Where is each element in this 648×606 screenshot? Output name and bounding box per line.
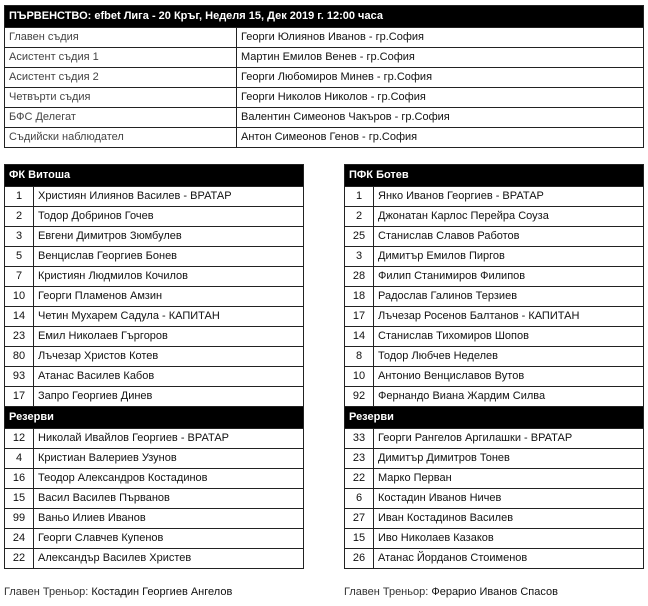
official-row <box>5 128 644 148</box>
reserve-row <box>345 529 644 549</box>
player-number: 15 <box>345 529 374 549</box>
player-row <box>5 187 304 207</box>
player-number: 16 <box>5 469 34 489</box>
away-coach <box>344 586 558 598</box>
player-number: 4 <box>5 449 34 469</box>
officials-table <box>4 5 644 148</box>
official-name: Валентин Симеонов Чакъров - гр.София <box>237 108 644 128</box>
player-name: Георги Рангелов Аргилашки - ВРАТАР <box>374 429 644 449</box>
home-coach-label: Главен Треньор: <box>4 586 89 598</box>
player-name: Димитър Емилов Пиргов <box>374 247 644 267</box>
player-name: Иво Николаев Казаков <box>374 529 644 549</box>
player-row <box>345 367 644 387</box>
player-number: 99 <box>5 509 34 529</box>
official-row <box>5 48 644 68</box>
reserve-row <box>5 529 304 549</box>
official-name: Антон Симеонов Генов - гр.София <box>237 128 644 148</box>
reserve-row <box>5 449 304 469</box>
player-row <box>345 287 644 307</box>
player-row <box>345 207 644 227</box>
reserve-row <box>345 489 644 509</box>
official-role: Асистент съдия 2 <box>5 68 237 88</box>
player-row <box>5 287 304 307</box>
home-lineup-table <box>4 164 304 569</box>
player-name: Янко Иванов Георгиев - ВРАТАР <box>374 187 644 207</box>
player-number: 28 <box>345 267 374 287</box>
home-team-name: ФК Витоша <box>5 165 304 187</box>
player-name: Костадин Иванов Ничев <box>374 489 644 509</box>
player-row <box>345 227 644 247</box>
player-name: Иван Костадинов Василев <box>374 509 644 529</box>
reserve-row <box>5 509 304 529</box>
player-number: 1 <box>345 187 374 207</box>
reserve-row <box>345 549 644 569</box>
player-name: Християн Илиянов Василев - ВРАТАР <box>34 187 304 207</box>
player-number: 23 <box>5 327 34 347</box>
player-number: 17 <box>345 307 374 327</box>
match-header-row <box>5 6 644 28</box>
player-number: 10 <box>5 287 34 307</box>
official-row <box>5 28 644 48</box>
player-name: Атанас Василев Кабов <box>34 367 304 387</box>
player-name: Атанас Йорданов Стоименов <box>374 549 644 569</box>
player-name: Димитър Димитров Тонев <box>374 449 644 469</box>
player-number: 25 <box>345 227 374 247</box>
player-name: Тодор Добринов Гочев <box>34 207 304 227</box>
reserves-label: Резерви <box>5 407 304 429</box>
player-row <box>5 267 304 287</box>
official-row <box>5 88 644 108</box>
player-name: Станислав Славов Работов <box>374 227 644 247</box>
official-row <box>5 108 644 128</box>
away-team-name: ПФК Ботев <box>345 165 644 187</box>
official-role: БФС Делегат <box>5 108 237 128</box>
player-row <box>5 227 304 247</box>
player-name: Кристиан Валериев Узунов <box>34 449 304 469</box>
player-name: Александър Василев Христев <box>34 549 304 569</box>
player-row <box>5 387 304 407</box>
reserve-row <box>345 509 644 529</box>
official-role: Съдийски наблюдател <box>5 128 237 148</box>
official-name: Георги Николов Николов - гр.София <box>237 88 644 108</box>
reserve-row <box>345 469 644 489</box>
player-row <box>345 187 644 207</box>
reserve-row <box>345 429 644 449</box>
official-row <box>5 68 644 88</box>
player-number: 5 <box>5 247 34 267</box>
reserve-row <box>5 549 304 569</box>
player-name: Фернандо Виана Жардим Силва <box>374 387 644 407</box>
player-number: 2 <box>345 207 374 227</box>
player-number: 3 <box>5 227 34 247</box>
player-number: 12 <box>5 429 34 449</box>
reserve-row <box>5 429 304 449</box>
player-number: 15 <box>5 489 34 509</box>
away-lineup-table <box>344 164 644 569</box>
player-name: Венцислав Георгиев Бонев <box>34 247 304 267</box>
player-name: Лъчезар Христов Котев <box>34 347 304 367</box>
player-name: Георги Пламенов Амзин <box>34 287 304 307</box>
official-name: Мартин Емилов Венев - гр.София <box>237 48 644 68</box>
player-row <box>345 307 644 327</box>
player-name: Кристиян Людмилов Кочилов <box>34 267 304 287</box>
player-row <box>345 247 644 267</box>
player-number: 6 <box>345 489 374 509</box>
player-name: Четин Мухарем Садула - КАПИТАН <box>34 307 304 327</box>
player-name: Филип Станимиров Филипов <box>374 267 644 287</box>
official-name: Георги Любомиров Минев - гр.София <box>237 68 644 88</box>
player-number: 33 <box>345 429 374 449</box>
player-name: Николай Ивайлов Георгиев - ВРАТАР <box>34 429 304 449</box>
away-reserves-header <box>345 407 644 429</box>
player-number: 80 <box>5 347 34 367</box>
player-row <box>345 267 644 287</box>
player-row <box>5 367 304 387</box>
player-row <box>5 327 304 347</box>
player-row <box>5 207 304 227</box>
player-number: 7 <box>5 267 34 287</box>
player-number: 1 <box>5 187 34 207</box>
player-name: Лъчезар Росенов Балтанов - КАПИТАН <box>374 307 644 327</box>
player-row <box>345 347 644 367</box>
player-name: Марко Перван <box>374 469 644 489</box>
player-name: Васил Василев Първанов <box>34 489 304 509</box>
player-number: 3 <box>345 247 374 267</box>
player-name: Радослав Галинов Терзиев <box>374 287 644 307</box>
player-row <box>5 247 304 267</box>
player-number: 14 <box>345 327 374 347</box>
player-row <box>345 387 644 407</box>
player-number: 22 <box>5 549 34 569</box>
reserves-label: Резерви <box>345 407 644 429</box>
match-title: ПЪРВЕНСТВО: efbet Лига - 20 Кръг, Неделя 15, Дек 2019 г. 12:00 часа <box>5 6 644 28</box>
player-number: 24 <box>5 529 34 549</box>
away-coach-name: Ферарио Иванов Спасов <box>431 586 558 598</box>
player-number: 92 <box>345 387 374 407</box>
official-role: Четвърти съдия <box>5 88 237 108</box>
player-number: 93 <box>5 367 34 387</box>
player-name: Евгени Димитров Зюмбулев <box>34 227 304 247</box>
player-number: 2 <box>5 207 34 227</box>
player-number: 17 <box>5 387 34 407</box>
player-number: 27 <box>345 509 374 529</box>
official-role: Асистент съдия 1 <box>5 48 237 68</box>
player-number: 18 <box>345 287 374 307</box>
away-coach-label: Главен Треньор: <box>344 586 429 598</box>
away-team-header <box>345 165 644 187</box>
reserve-row <box>5 469 304 489</box>
player-number: 26 <box>345 549 374 569</box>
player-name: Георги Славчев Купенов <box>34 529 304 549</box>
player-number: 14 <box>5 307 34 327</box>
player-name: Емил Николаев Гъргоров <box>34 327 304 347</box>
player-number: 22 <box>345 469 374 489</box>
player-name: Ваньо Илиев Иванов <box>34 509 304 529</box>
reserve-row <box>345 449 644 469</box>
player-number: 10 <box>345 367 374 387</box>
player-name: Запро Георгиев Динев <box>34 387 304 407</box>
home-coach <box>4 586 232 598</box>
player-row <box>5 347 304 367</box>
home-reserves-header <box>5 407 304 429</box>
home-team-header <box>5 165 304 187</box>
player-name: Тодор Любчев Неделев <box>374 347 644 367</box>
player-name: Теодор Александров Костадинов <box>34 469 304 489</box>
player-number: 23 <box>345 449 374 469</box>
reserve-row <box>5 489 304 509</box>
home-coach-name: Костадин Георгиев Ангелов <box>91 586 233 598</box>
player-name: Антонио Венциславов Вутов <box>374 367 644 387</box>
official-role: Главен съдия <box>5 28 237 48</box>
player-number: 8 <box>345 347 374 367</box>
player-row <box>5 307 304 327</box>
official-name: Георги Юлиянов Иванов - гр.София <box>237 28 644 48</box>
player-name: Станислав Тихомиров Шопов <box>374 327 644 347</box>
player-name: Джонатан Карлос Перейра Соуза <box>374 207 644 227</box>
player-row <box>345 327 644 347</box>
